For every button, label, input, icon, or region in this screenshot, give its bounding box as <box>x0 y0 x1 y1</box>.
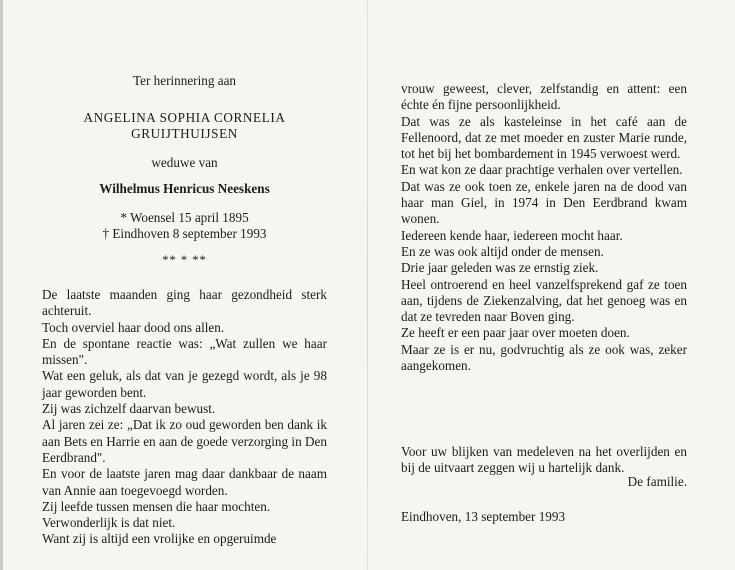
card-fold-line <box>367 0 368 570</box>
husband-name: Wilhelmus Henricus Neeskens <box>99 181 270 196</box>
paragraph: Zij was zichzelf daarvan bewust. <box>42 401 216 417</box>
paragraph: En voor de laatste jaren mag daar dankbaar de naam van Annie aan toegevoegd worden. <box>42 466 327 498</box>
deceased-name-line-1: ANGELINA SOPHIA CORNELIA <box>83 110 286 125</box>
paragraph: Heel ontroerend en heel vanzelfsprekend gaf ze toen aan, tijdens de Ziekenzalving, dat het genoeg was en dat ze tevreden naar Boven ging. <box>401 276 687 325</box>
birth-line: * Woensel 15 april 1895 <box>120 210 249 225</box>
death-line: † Eindhoven 8 september 1993 <box>102 226 267 241</box>
paragraph: En wat kon ze daar prachtige verhalen over vertellen. <box>401 162 683 178</box>
place-and-date: Eindhoven, 13 september 1993 <box>401 509 566 524</box>
paragraph: Toch overviel haar dood ons allen. <box>42 319 225 335</box>
paragraph: Al jaren zei ze: „Dat ik zo oud geworden ben dank ik aan Bets en Harrie en aan de goede verzorging in Den Eerdbrand". <box>42 417 327 465</box>
paragraph: Zij leefde tussen mensen die haar mochten. <box>42 498 271 514</box>
deceased-name-line-2: GRUIJTHUIJSEN <box>131 126 238 141</box>
paragraph: Verwonderlijk is dat niet. <box>42 515 176 531</box>
deceased-name <box>42 110 327 142</box>
family-signature: De familie. <box>627 474 687 489</box>
paragraph: Drie jaar geleden was ze ernstig ziek. <box>401 260 599 276</box>
paragraph: Wat een geluk, als dat van je gezegd wordt, als je 98 jaar geworden bent. <box>42 368 327 400</box>
paragraph: Maar ze is er nu, godvruchtig als ze ook was, zeker aangekomen. <box>401 341 687 374</box>
star-divider: ** * ** <box>162 253 207 267</box>
intro-line: Ter herinnering aan <box>132 73 237 88</box>
paragraph: Want zij is altijd een vrolijke en opgeruimde <box>42 531 277 547</box>
thanks-text: Voor uw blijken van medeleven na het overlijden en bij de uitvaart zeggen wij u hartelijk dank. <box>401 444 687 476</box>
paragraph: En de spontane reactie was: „Wat zullen we haar missen". <box>42 335 327 368</box>
paragraph: Dat was ze als kasteleinse in het café aan de Fellenoord, dat ze met moeder en zuster Marie runde, tot het bij het bombardement in 1945 verwoest werd. <box>401 113 687 162</box>
paragraph: En ze was ook altijd onder de mensen. <box>401 243 604 259</box>
paragraph: Iedereen kende haar, iedereen mocht haar. <box>401 227 623 243</box>
paragraph: Dat was ze ook toen ze, enkele jaren na de dood van haar man Giel, in 1974 in Den Eerdbrand kwam wonen. <box>401 178 687 227</box>
widow-of-line: weduwe van <box>151 155 218 170</box>
left-body-text <box>42 287 327 548</box>
paragraph: De laatste maanden ging haar gezondheid sterk achteruit. <box>42 287 327 319</box>
thanks-message <box>401 444 687 477</box>
paragraph: vrouw geweest, clever, zelfstandig en attent: een échte én fijne persoonlijkheid. <box>401 81 687 113</box>
right-body-text <box>401 81 687 374</box>
paragraph: Ze heeft er een paar jaar over moeten doen. <box>401 325 630 341</box>
